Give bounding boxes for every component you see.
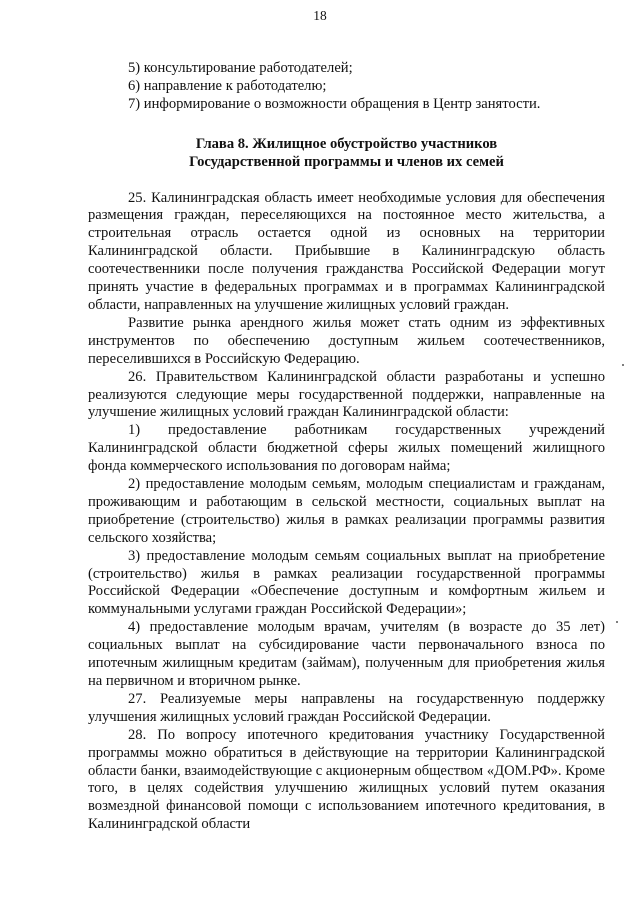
list-item: 5) консультирование работодателей; <box>128 60 353 76</box>
page-number: 18 <box>313 8 327 23</box>
scan-speck <box>622 364 624 366</box>
measure-item-3: 3) предоставление молодым семьям социальных выплат на приобретение (строительство) жилья в рамках реализации государственной программы Российской Федерации «Обеспечение доступным и комфортным жильем и коммунальными услугами граждан Российской Федерации»; <box>88 547 605 618</box>
chapter-heading-line-2: Государственной программы и членов их семей <box>189 153 504 170</box>
measure-item-1: 1) предоставление работникам государственных учреждений Калининградской области бюджетной сферы жилых помещений жилищного фонда коммерческого использования по договорам найма; <box>88 422 605 475</box>
paragraph-26: 26. Правительством Калининградской области разработаны и успешно реализуются следующие меры государственной поддержки, направленные на улучшение жилищных условий граждан Калининградской области: <box>88 368 605 421</box>
chapter-heading-line-1: Глава 8. Жилищное обустройство участников <box>195 135 498 152</box>
paragraph-25: 25. Калининградская область имеет необходимые условия для обеспечения размещения граждан, переселяющихся на постоянное место жительства, а строительная отрасль остается одной из основных на территории Калининградской области. Прибывшие в Калининградскую область соотечественники после получения гражданства Российской Федерации могут принять участие в федеральных программах и в программах Калининградской области, направленных на улучшение жилищных условий граждан. <box>88 189 605 313</box>
measure-item-2: 2) предоставление молодым семьям, молодым специалистам и гражданам, проживающим и работающим в сельской местности, социальных выплат на приобретение (строительство) жилья в рамках реализации программы развития сельского хозяйства; <box>88 476 605 546</box>
paragraph-28: 28. По вопросу ипотечного кредитования участнику Государственной программы можно обратиться в действующие на территории Калининградской области банки, взаимодействующие с акционерным обществом «ДОМ.РФ». Кроме того, в целях содействия улучшению жилищных условий путем оказания возмездной финансовой помощи с использованием ипотечного кредитования, в Калининградской области <box>88 726 605 833</box>
scan-speck <box>616 621 618 623</box>
chapter-heading <box>88 136 605 172</box>
paragraph-rental: Развитие рынка арендного жилья может стать одним из эффективных инструментов по обеспечению доступным жильем соотечественников, переселившихся в Российскую Федерацию. <box>88 314 605 367</box>
document-body <box>88 60 605 834</box>
measure-item-4: 4) предоставление молодым врачам, учителям (в возрасте до 35 лет) социальных выплат на субсидирование части первоначального взноса по ипотечным жилищным кредитам (займам), полученным для приобретения жилья на первичном и вторичном рынке. <box>88 619 605 689</box>
list-item: 7) информирование о возможности обращения в Центр занятости. <box>128 95 541 112</box>
list-item: 6) направление к работодателю; <box>128 77 327 94</box>
paragraph-27: 27. Реализуемые меры направлены на государственную поддержку улучшения жилищных условий граждан Российской Федерации. <box>88 690 605 725</box>
